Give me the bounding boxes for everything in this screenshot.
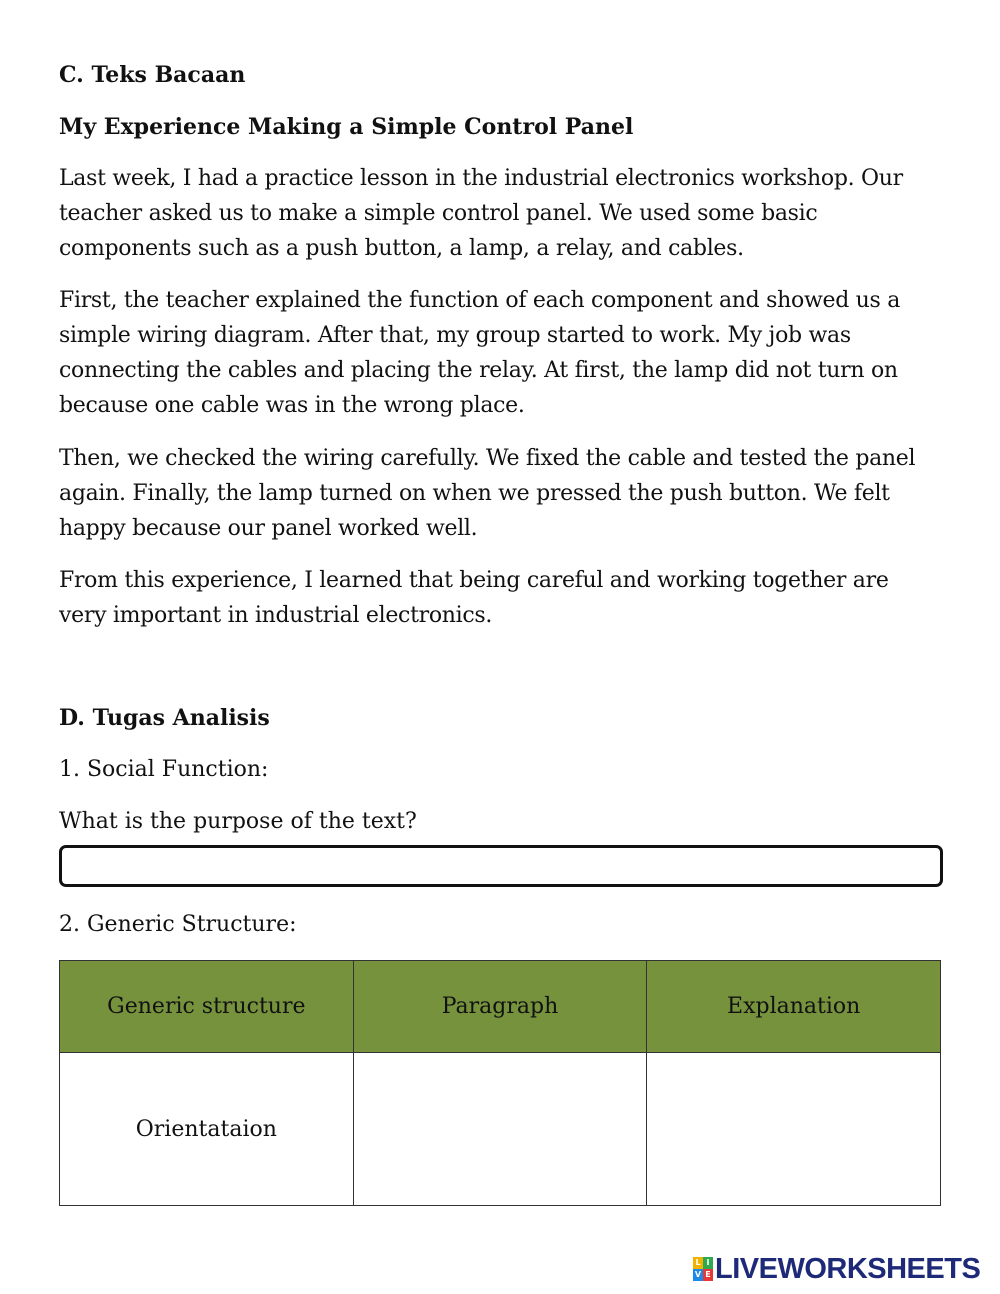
text-line: again. Finally, the lamp turned on when we pressed the push button. We felt — [59, 481, 890, 506]
social-function-label: 1. Social Function: — [59, 757, 269, 782]
text-line: First, the teacher explained the function of each component and showed us a — [59, 288, 901, 313]
liveworksheets-mark-icon — [693, 1257, 713, 1281]
reading-title: My Experience Making a Simple Control Panel — [59, 114, 634, 140]
orientation-cell: Orientataion — [60, 1053, 354, 1206]
text-line: very important in industrial electronics. — [59, 603, 493, 628]
reading-paragraph-2 — [59, 283, 943, 423]
logo-mark-tile: I — [703, 1257, 713, 1269]
text-line: simple wiring diagram. After that, my group started to work. My job was — [59, 323, 851, 348]
text-line: teacher asked us to make a simple control panel. We used some basic — [59, 201, 818, 226]
logo-mark-tile: E — [703, 1269, 713, 1281]
purpose-question: What is the purpose of the text? — [59, 809, 417, 834]
text-line: connecting the cables and placing the relay. At first, the lamp did not turn on — [59, 358, 898, 383]
text-line: Then, we checked the wiring carefully. We fixed the cable and tested the panel — [59, 446, 916, 471]
generic-structure-label: 2. Generic Structure: — [59, 912, 297, 937]
liveworksheets-logo — [693, 1254, 980, 1284]
text-line: From this experience, I learned that being careful and working together are — [59, 568, 889, 593]
logo-text: LIVEWORKSHEETS — [715, 1253, 981, 1285]
table-row — [60, 1053, 941, 1206]
reading-paragraph-4 — [59, 563, 943, 633]
table-header-row — [60, 961, 941, 1053]
logo-mark-tile: L — [693, 1257, 703, 1269]
section-d-heading: D. Tugas Analisis — [59, 705, 270, 731]
text-line: Last week, I had a practice lesson in the industrial electronics workshop. Our — [59, 166, 903, 191]
column-header-explanation: Explanation — [647, 961, 941, 1053]
generic-structure-table — [59, 960, 941, 1206]
reading-paragraph-1 — [59, 161, 943, 266]
paragraph-answer-cell[interactable] — [353, 1053, 647, 1206]
section-c-heading: C. Teks Bacaan — [59, 62, 246, 88]
reading-paragraph-3 — [59, 441, 943, 546]
logo-mark-tile: V — [694, 1270, 702, 1279]
text-line: because one cable was in the wrong place. — [59, 393, 525, 418]
column-header-generic-structure: Generic structure — [60, 961, 354, 1053]
text-line: happy because our panel worked well. — [59, 516, 478, 541]
text-line: components such as a push button, a lamp, a relay, and cables. — [59, 236, 744, 261]
explanation-answer-cell[interactable] — [647, 1053, 941, 1206]
purpose-answer-input[interactable] — [59, 845, 943, 887]
column-header-paragraph: Paragraph — [353, 961, 647, 1053]
